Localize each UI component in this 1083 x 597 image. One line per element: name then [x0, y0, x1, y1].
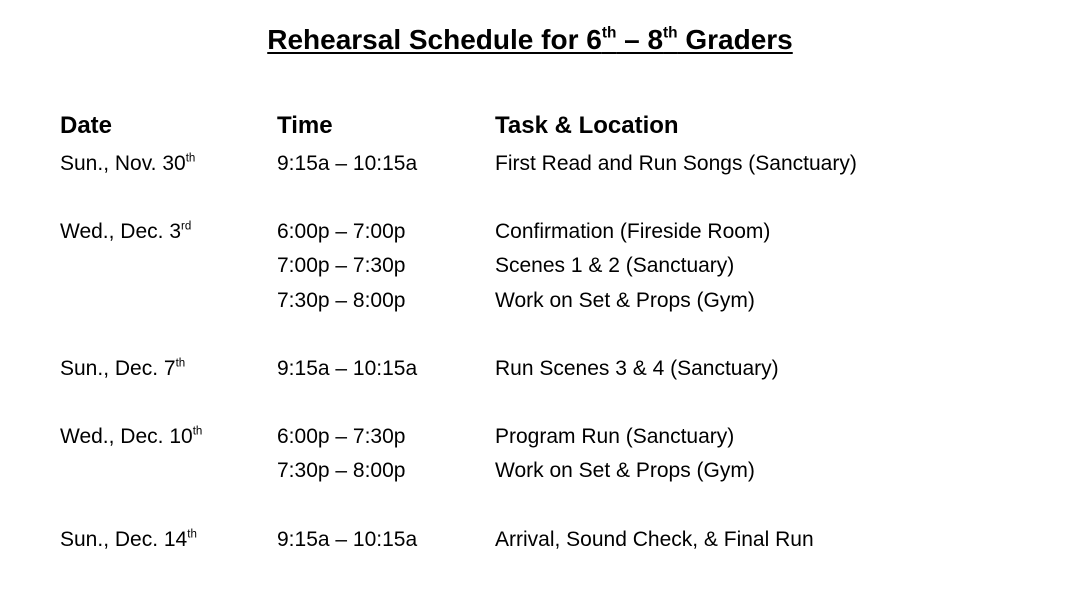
schedule-time: 6:00p – 7:30p [277, 425, 406, 448]
title-text: – 8 [616, 24, 664, 55]
schedule-date: Wed., Dec. 3rd [60, 220, 192, 243]
schedule-task: Work on Set & Props (Gym) [495, 289, 755, 312]
schedule-time: 9:15a – 10:15a [277, 152, 418, 175]
title-text: Graders [677, 24, 793, 55]
schedule-date: Sun., Nov. 30th [60, 152, 196, 175]
task-column-header: Task & Location [495, 112, 679, 139]
page-title [0, 24, 1060, 56]
schedule-time: 7:00p – 7:30p [277, 254, 406, 277]
schedule-date: Sun., Dec. 14th [60, 528, 197, 551]
schedule-task: Work on Set & Props (Gym) [495, 459, 755, 482]
schedule-date: Sun., Dec. 7th [60, 357, 186, 380]
schedule-task: First Read and Run Songs (Sanctuary) [495, 152, 857, 175]
schedule-time: 9:15a – 10:15a [277, 528, 418, 551]
time-column-header: Time [277, 112, 333, 139]
schedule-task: Run Scenes 3 & 4 (Sanctuary) [495, 357, 779, 380]
schedule-time: 7:30p – 8:00p [277, 289, 406, 312]
title-superscript: th [601, 24, 617, 42]
schedule-task: Scenes 1 & 2 (Sanctuary) [495, 254, 735, 277]
schedule-task: Confirmation (Fireside Room) [495, 220, 771, 243]
schedule-task: Program Run (Sanctuary) [495, 425, 735, 448]
schedule-date: Wed., Dec. 10th [60, 425, 203, 448]
schedule-time: 6:00p – 7:00p [277, 220, 406, 243]
schedule-time: 9:15a – 10:15a [277, 357, 418, 380]
title-text: Rehearsal Schedule for 6 [267, 24, 602, 55]
schedule-task: Arrival, Sound Check, & Final Run [495, 528, 814, 551]
title-superscript: th [663, 24, 678, 42]
schedule-time: 7:30p – 8:00p [277, 459, 406, 482]
date-column-header: Date [60, 112, 113, 139]
